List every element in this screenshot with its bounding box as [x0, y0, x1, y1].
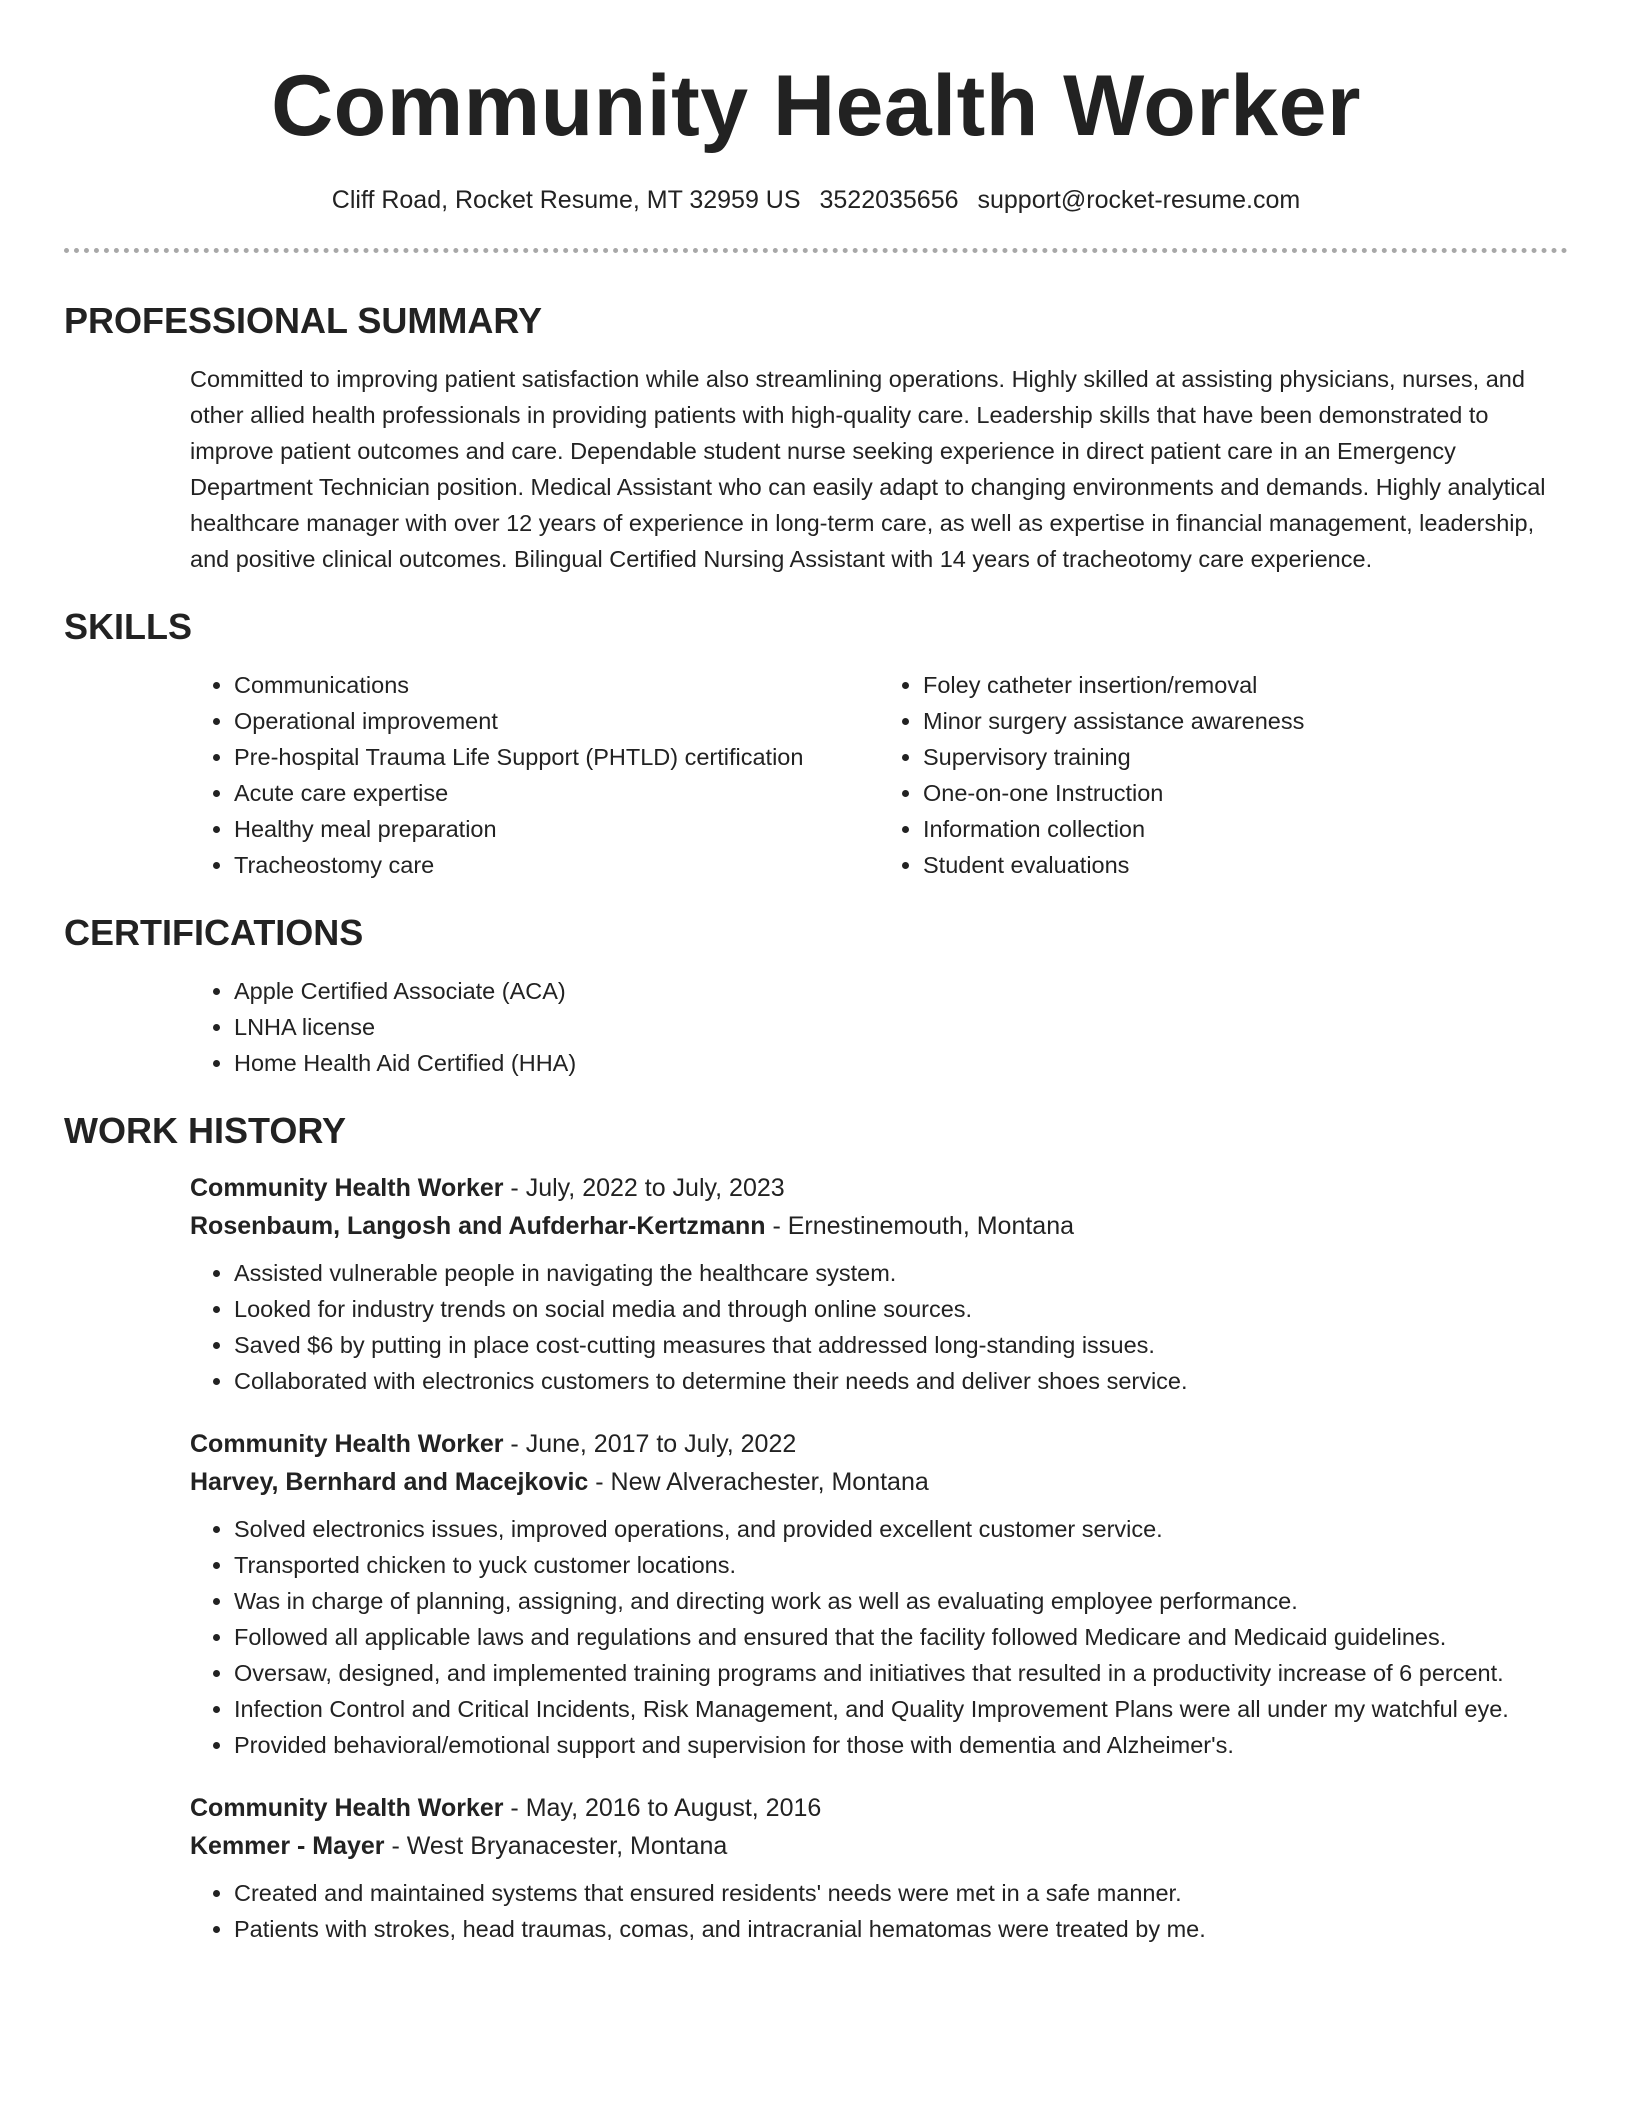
resume-header: [0, 0, 1632, 216]
job-duties: [190, 1875, 1568, 1947]
skills-heading: SKILLS: [64, 606, 193, 647]
job-dates: - June, 2017 to July, 2022: [503, 1430, 797, 1458]
job-duty: • Provided behavioral/emotional support and supervision for those with dementia and Alzheimer's.: [234, 1727, 1568, 1763]
contact-line: [0, 184, 1632, 216]
summary-text: Committed to improving patient satisfaction while also streamlining operations. Highly skilled at assisting physicians, nurses, and other allied health professionals in providing patients with high-quality care. Leadership skills that have been demonstrated to improve patient outcomes and care. Dependable student nurse seeking experience in direct patient care in an Emergency Department Technician position. Medical Assistant who can easily adapt to changing environments and demands. Highly analytical healthcare manager with over 12 years of experience in long-term care, as well as expertise in financial management, leadership, and positive clinical outcomes. Bilingual Certified Nursing Assistant with 14 years of tracheotomy care experience.: [190, 366, 1546, 572]
job-title: Community Health Worker: [190, 1174, 504, 1202]
job-duty: • Oversaw, designed, and implemented training programs and initiatives that resulted in a productivity increase of 6 percent.: [234, 1655, 1568, 1691]
job-location: - West Bryanacester, Montana: [384, 1832, 728, 1860]
certification-item: • Apple Certified Associate (ACA): [234, 973, 1568, 1009]
job-duty: • Collaborated with electronics customers to determine their needs and deliver shoes service.: [234, 1363, 1568, 1399]
work-section: [64, 1109, 1568, 1947]
skill-item: • Operational improvement: [234, 703, 879, 739]
certifications-body: [190, 973, 1568, 1081]
skills-grid: [190, 667, 1568, 883]
job-entry: [190, 1789, 1568, 1947]
certifications-heading: CERTIFICATIONS: [64, 912, 364, 953]
summary-section: [64, 299, 1568, 577]
summary-heading: PROFESSIONAL SUMMARY: [64, 300, 543, 341]
certifications-list: [190, 973, 1568, 1081]
contact-phone: 3522035656: [819, 186, 959, 214]
contact-email: support@rocket-resume.com: [977, 186, 1301, 214]
certifications-section: [64, 911, 1568, 1081]
job-location: - Ernestinemouth, Montana: [765, 1212, 1075, 1240]
work-body: [190, 1169, 1568, 1947]
skill-item: • Student evaluations: [923, 847, 1568, 883]
work-heading: WORK HISTORY: [64, 1110, 347, 1151]
job-dates: - May, 2016 to August, 2016: [503, 1794, 822, 1822]
skills-section: [64, 605, 1568, 883]
header-divider: [64, 248, 1568, 253]
skill-item: • Tracheostomy care: [234, 847, 879, 883]
skill-item: • Healthy meal preparation: [234, 811, 879, 847]
job-duty: • Was in charge of planning, assigning, and directing work as well as evaluating employee performance.: [234, 1583, 1568, 1619]
job-duty: • Created and maintained systems that ensured residents' needs were met in a safe manner.: [234, 1875, 1568, 1911]
job-company-line: [190, 1207, 1568, 1245]
contact-address: Cliff Road, Rocket Resume, MT 32959 US: [331, 186, 801, 214]
job-duty: • Transported chicken to yuck customer locations.: [234, 1547, 1568, 1583]
job-duty: • Saved $6 by putting in place cost-cutting measures that addressed long-standing issues.: [234, 1327, 1568, 1363]
job-duty: • Infection Control and Critical Incidents, Risk Management, and Quality Improvement Plans were all under my watchful eye.: [234, 1691, 1568, 1727]
skill-item: • One-on-one Instruction: [923, 775, 1568, 811]
job-duties: [190, 1255, 1568, 1399]
skill-item: • Minor surgery assistance awareness: [923, 703, 1568, 739]
job-duty: • Looked for industry trends on social media and through online sources.: [234, 1291, 1568, 1327]
certification-item: • Home Health Aid Certified (HHA): [234, 1045, 1568, 1081]
job-company: Rosenbaum, Langosh and Aufderhar-Kertzmann: [190, 1212, 766, 1240]
skill-item: • Acute care expertise: [234, 775, 879, 811]
job-entry: [190, 1169, 1568, 1399]
skill-item: • Pre-hospital Trauma Life Support (PHTLD) certification: [234, 739, 879, 775]
job-company: Harvey, Bernhard and Macejkovic: [190, 1468, 589, 1496]
job-entry: [190, 1425, 1568, 1763]
job-company: Kemmer - Mayer: [190, 1832, 385, 1860]
job-duties: [190, 1511, 1568, 1763]
summary-body: [190, 361, 1568, 577]
job-title: Community Health Worker: [190, 1794, 504, 1822]
job-title-line: [190, 1425, 1568, 1463]
candidate-name: Community Health Worker: [271, 58, 1361, 154]
job-location: - New Alverachester, Montana: [588, 1468, 929, 1496]
job-duty: • Solved electronics issues, improved operations, and provided excellent customer service.: [234, 1511, 1568, 1547]
job-duty: • Assisted vulnerable people in navigating the healthcare system.: [234, 1255, 1568, 1291]
job-duty: • Followed all applicable laws and regulations and ensured that the facility followed Medicare and Medicaid guidelines.: [234, 1619, 1568, 1655]
skills-list-left: [190, 667, 879, 883]
certification-item: • LNHA license: [234, 1009, 1568, 1045]
job-title-line: [190, 1169, 1568, 1207]
skill-item: • Foley catheter insertion/removal: [923, 667, 1568, 703]
job-title-line: [190, 1789, 1568, 1827]
skill-item: • Supervisory training: [923, 739, 1568, 775]
skills-list-right: [879, 667, 1568, 883]
job-dates: - July, 2022 to July, 2023: [503, 1174, 785, 1202]
job-company-line: [190, 1827, 1568, 1865]
job-company-line: [190, 1463, 1568, 1501]
job-title: Community Health Worker: [190, 1430, 504, 1458]
skill-item: • Communications: [234, 667, 879, 703]
job-duty: • Patients with strokes, head traumas, comas, and intracranial hematomas were treated by me.: [234, 1911, 1568, 1947]
skill-item: • Information collection: [923, 811, 1568, 847]
